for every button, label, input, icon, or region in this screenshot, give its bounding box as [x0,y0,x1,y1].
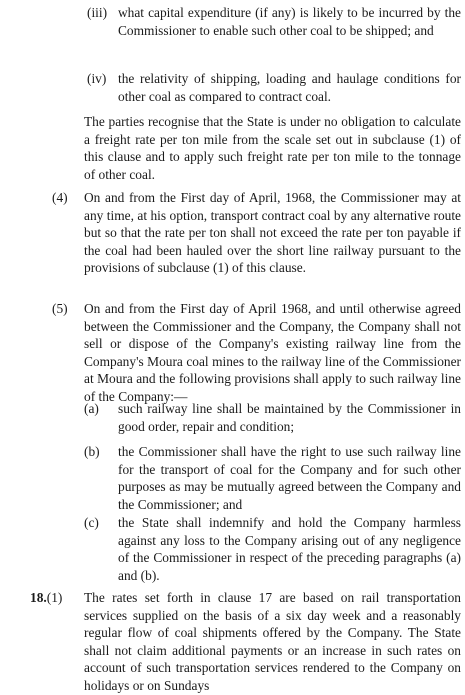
subparagraph-iii-number: (iii) [87,5,108,20]
paragraph-a-number: (a) [84,401,99,416]
paragraph-b-text: the Commissioner shall have the right to use such railway line for the transport of coal for the Company and for such other purposes as may be mutually agreed between the Company and the Commissioner; and [118,444,461,512]
clause-18-number-bold: 18. [30,590,47,605]
clause-18-number [30,589,62,607]
subparagraph-iv-number: (iv) [87,71,107,86]
subparagraph-iii-text: what capital expenditure (if any) is likely to be incurred by the Commissioner to enable such other coal to be shipped; and [118,5,461,38]
clause-18-subclause-number: (1) [46,590,63,605]
subclause-5-text: On and from the First day of April 1968, and until otherwise agreed between the Commissioner and the Company, the Company shall not sell or dispose of the Company's existing railway line from the Company's Moura coal mines to the railway line of the Commissioner at Moura and the following provisions shall apply to such railway line of the Company:— [84,301,461,404]
paragraph-c-number: (c) [84,515,99,530]
paragraph-b-number: (b) [84,444,100,459]
clause-18-text: The rates set forth in clause 17 are based on rail transportation services supplied on the basis of a six day week and a reasonably regular flow of coal shipments offered by the Company. The State shall not claim additional payments or an increase in such rates on account of such transportation services rendered to the Company on holidays or on Sundays [84,590,461,693]
recognise-paragraph: The parties recognise that the State is under no obligation to calculate a freight rate per ton mile from the scale set out in subclause (1) of this clause and to apply such freight rate per ton mile to the tonnage of other coal. [84,114,461,182]
subclause-4-text: On and from the First day of April, 1968, the Commissioner may at any time, at his option, transport contract coal by any alternative route but so that the rate per ton shall not exceed the rate per ton payable if the coal had been hauled over the short line railway pursuant to the provisions of subclause (1) of this clause. [84,190,461,276]
subclause-5-number: (5) [52,301,68,316]
subparagraph-iv-text: the relativity of shipping, loading and haulage conditions for other coal as compared to contract coal. [118,71,461,104]
paragraph-a-text: such railway line shall be maintained by the Commissioner in good order, repair and condition; [118,401,461,434]
subclause-4-number: (4) [52,190,68,205]
paragraph-c-text: the State shall indemnify and hold the Company harmless against any loss to the Company arising out of any negligence of the Commissioner in respect of the preceding paragraphs (a) and (b). [118,515,461,583]
